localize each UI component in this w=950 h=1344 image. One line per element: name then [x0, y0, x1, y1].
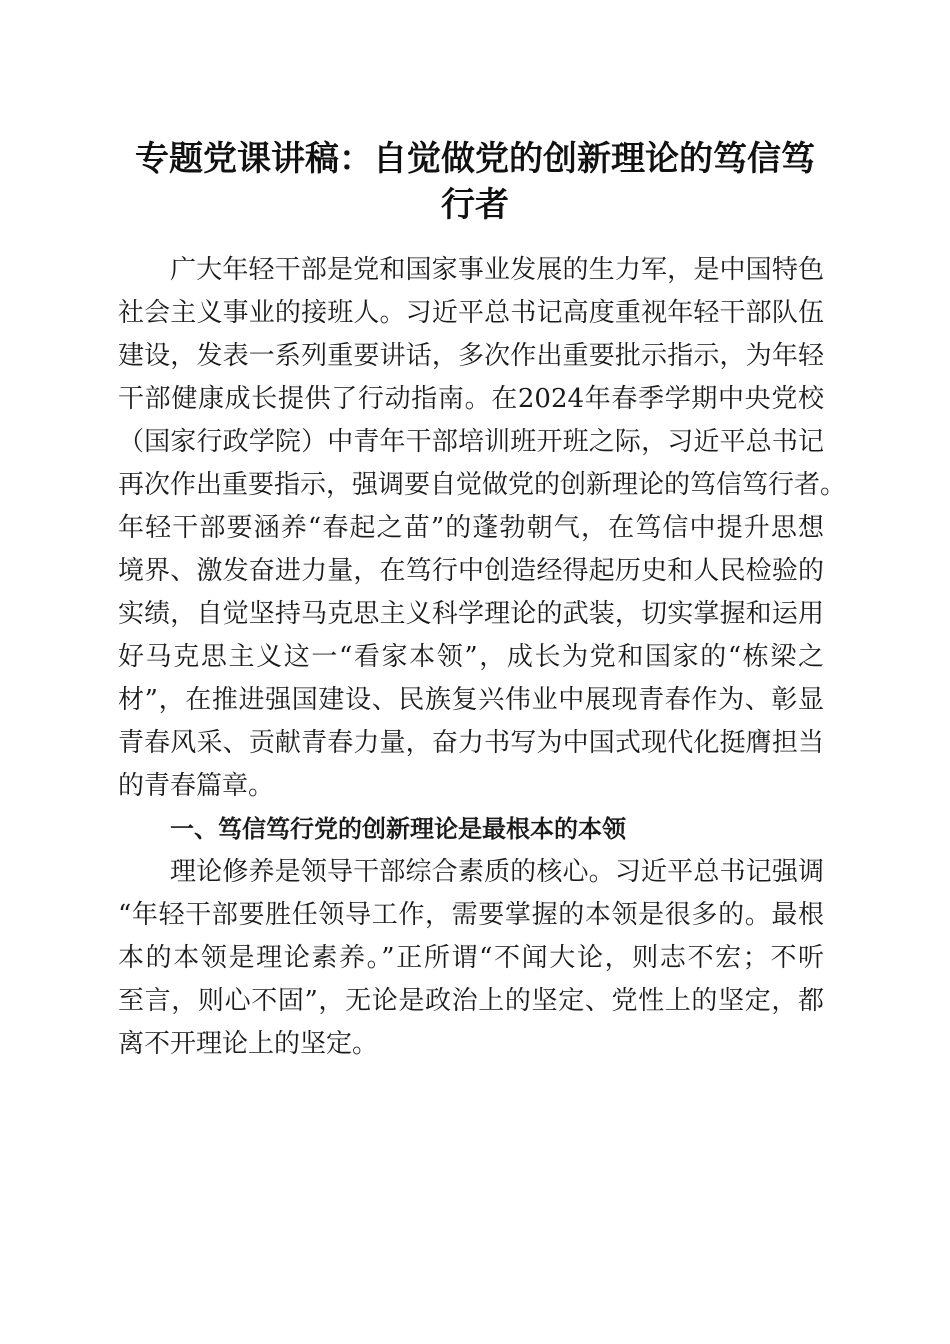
document-title: [0, 136, 950, 228]
paragraph-1-line: 青春风采、贡献青春力量，奋力书写为中国式现代化挺膺担当: [118, 728, 824, 758]
paragraph-1-line: 广大年轻干部是党和国家事业发展的生力军，是中国特色: [170, 255, 824, 285]
paragraph-2-line: “年轻干部要胜任领导工作，需要掌握的本领是很多的。最根: [118, 900, 824, 930]
section-heading: 一、笃信笃行党的创新理论是最根本的本领: [170, 815, 626, 843]
paragraph-2-line: 理论修养是领导干部综合素质的核心。习近平总书记强调: [170, 857, 824, 887]
paragraph-2-line: 至言，则心不固”，无论是政治上的坚定、党性上的坚定，都: [118, 986, 824, 1016]
paragraph-1-line: 年轻干部要涵养“春起之苗”的蓬勃朝气，在笃信中提升思想: [118, 513, 824, 543]
title-line-1: 专题党课讲稿：自觉做党的创新理论的笃信笃: [135, 139, 815, 179]
paragraph-1-line: 社会主义事业的接班人。习近平总书记高度重视年轻干部队伍: [118, 298, 824, 328]
paragraph-1-line: 境界、激发奋进力量，在笃行中创造经得起历史和人民检验的: [118, 556, 824, 586]
paragraph-1-line: 实绩，自觉坚持马克思主义科学理论的武装，切实掌握和运用: [118, 599, 824, 629]
title-line-2: 行者: [441, 185, 509, 225]
paragraph-2-line: 本的本领是理论素养。”正所谓“不闻大论，则志不宏；不听: [118, 943, 824, 973]
paragraph-1-line: 建设，发表一系列重要讲话，多次作出重要批示指示，为年轻: [118, 341, 824, 371]
document-body: [118, 249, 847, 1066]
paragraph-2-line: 离不开理论上的坚定。: [118, 1029, 379, 1059]
paragraph-1-line: 干部健康成长提供了行动指南。在2024年春季学期中央党校: [118, 384, 824, 414]
paragraph-1-line: 的青春篇章。: [118, 771, 275, 801]
paragraph-1-line: （国家行政学院）中青年干部培训班开班之际，习近平总书记: [118, 427, 824, 457]
paragraph-1-line: 材”，在推进强国建设、民族复兴伟业中展现青春作为、彰显: [118, 685, 824, 715]
paragraph-1-line: 再次作出重要指示，强调要自觉做党的创新理论的笃信笃行者。: [118, 470, 847, 500]
paragraph-1-line: 好马克思主义这一“看家本领”，成长为党和国家的“栋梁之: [118, 642, 824, 672]
